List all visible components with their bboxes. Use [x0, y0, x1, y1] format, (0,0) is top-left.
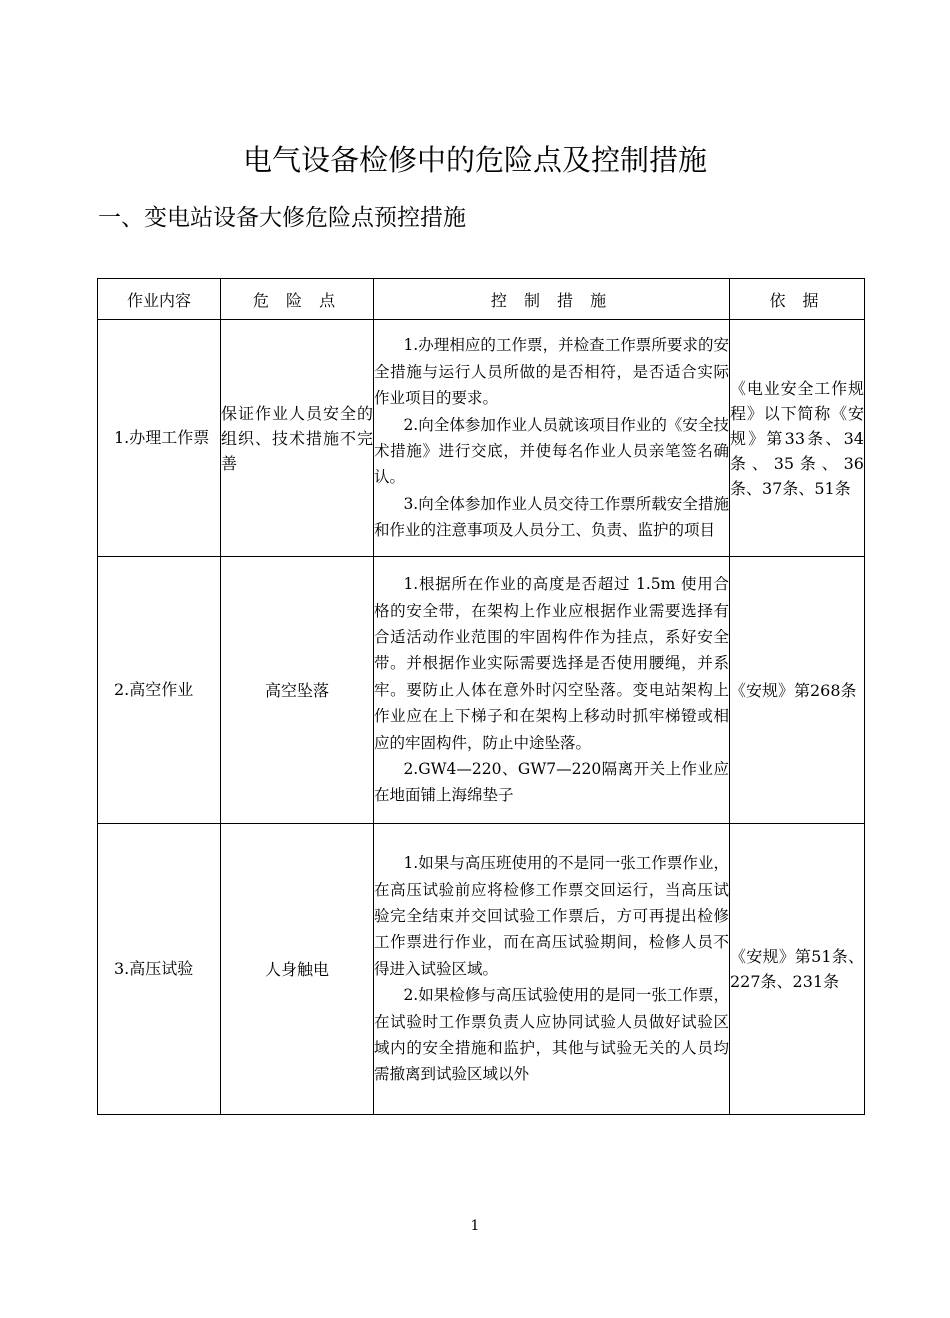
basis-cell: 《安规》第51条、227条、231条 [730, 824, 865, 1115]
control-measure-item: 2.向全体参加作业人员就该项目作业的《安全技术措施》进行交底，并使每名作业人员亲笔签名确认。 [374, 415, 729, 487]
table-row [98, 320, 865, 557]
risk-point-cell: 高空坠落 [221, 557, 374, 824]
control-measure-item: 2.如果检修与高压试验使用的是同一张工作票，在试验时工作票负责人应协同试验人员做好试验区域内的安全措施和监护，其他与试验无关的人员均需撤离到试验区域以外 [374, 986, 729, 1084]
control-measure-item: 1.办理相应的工作票，并检查工作票所要求的安全措施与运行人员所做的是否相符，是否适合实际作业项目的要求。 [374, 336, 729, 408]
header-work-content: 作业内容 [98, 279, 221, 320]
control-measure-item: 1.如果与高压班使用的不是同一张工作票作业，在高压试验前应将检修工作票交回运行，当高压试验完全结束并交回试验工作票后，方可再提出检修工作票进行作业，而在高压试验期间，检修人员不得进入试验区域。 [374, 854, 729, 978]
table-row [98, 557, 865, 824]
risk-point-cell: 人身触电 [221, 824, 374, 1115]
section-heading: 一、变电站设备大修危险点预控措施 [98, 205, 466, 231]
control-measures-cell [374, 320, 730, 557]
control-measures-cell [374, 824, 730, 1115]
page-number: 1 [470, 1218, 480, 1234]
header-control-measures-label: 控 制 措 施 [490, 290, 613, 310]
table-header-row [98, 279, 865, 320]
risk-point-cell: 保证作业人员安全的组织、技术措施不完善 [221, 320, 374, 557]
basis-cell: 《安规》第268条 [730, 557, 865, 824]
control-measure-item: 1.根据所在作业的高度是否超过 1.5m 使用合格的安全带，在架构上作业应根据作业需要选择有合适活动作业范围的牢固构件作为挂点，系好安全带。并根据作业实际需要选择是否使用腰绳，并系牢。要防止人体在意外时闪空坠落。变电站架构上作业应在上下梯子和在架构上移动时抓牢梯镫或相应的牢固构件，防止中途坠落。 [374, 575, 729, 752]
header-risk-point-label: 危 险 点 [252, 290, 342, 310]
control-measure-item: 3.向全体参加作业人员交待工作票所载安全措施和作业的注意事项及人员分工、负责、监护的项目 [374, 494, 729, 540]
header-basis [730, 279, 865, 320]
header-risk-point [221, 279, 374, 320]
table-row [98, 824, 865, 1115]
basis-cell: 《电业安全工作规程》以下简称《安规》第33条、34条、35条、36条、37条、51条 [730, 320, 865, 557]
control-measures-cell [374, 557, 730, 824]
header-basis-label: 依 据 [769, 290, 825, 310]
control-measure-item: 2.GW4—220、GW7—220隔离开关上作业应在地面铺上海绵垫子 [374, 760, 729, 805]
work-content-cell: 1.办理工作票 [98, 320, 221, 557]
work-content-cell: 3.高压试验 [98, 824, 221, 1115]
work-content-cell: 2.高空作业 [98, 557, 221, 824]
document-title: 电气设备检修中的危险点及控制措施 [242, 143, 707, 177]
hazard-control-table [97, 278, 865, 1115]
header-control-measures [374, 279, 730, 320]
